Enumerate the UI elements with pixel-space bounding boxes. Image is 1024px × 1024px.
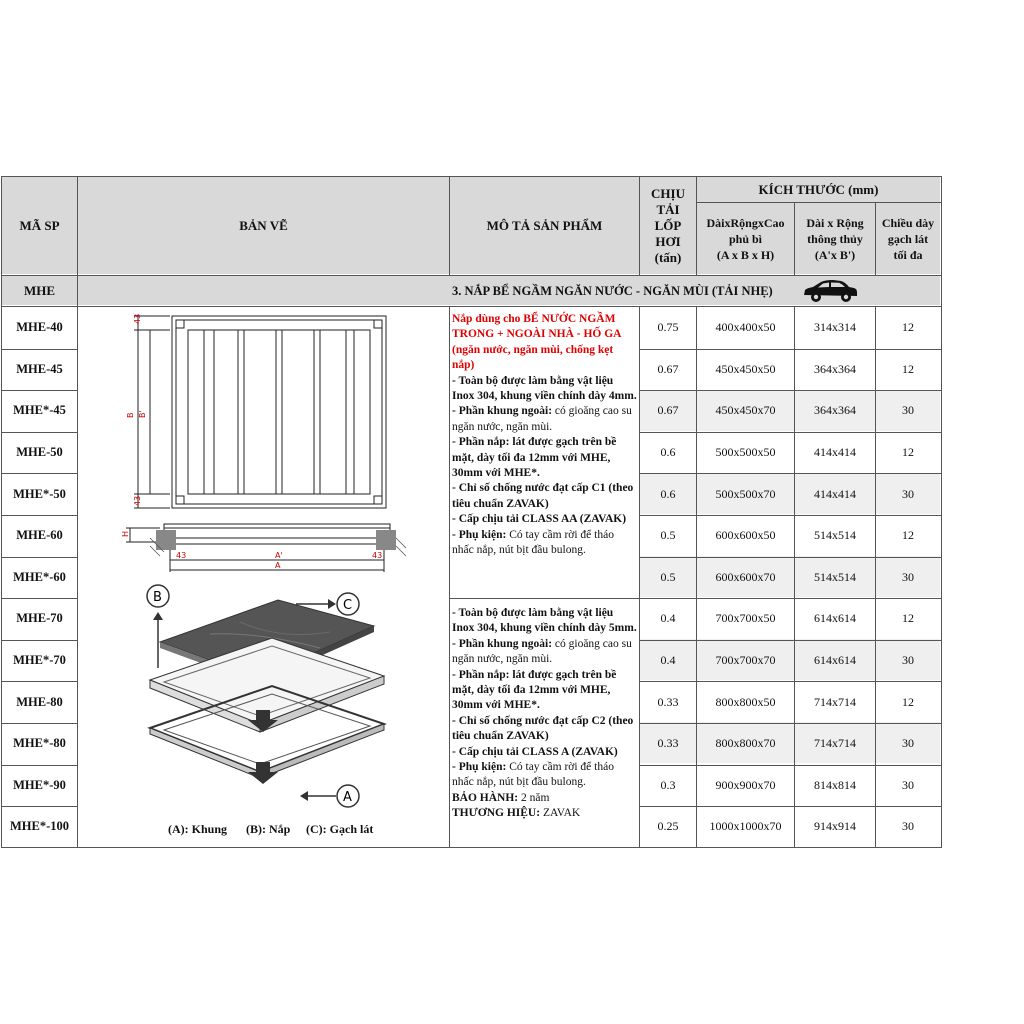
description-2-frame-label: - Phần khung ngoài: [452,637,553,650]
exploded-view-drawing [120,582,420,814]
section-code-text: MHE [23,282,56,298]
description-1-intro: Nắp dùng cho BỂ NƯỚC NGẦM TRONG + NGOÀI NHÀ - HỐ GA (ngăn nước, ngăn mùi, chống kẹt nắp) [452,313,621,372]
row-tile-thickness: 30 [902,486,914,501]
header-chiu-tai-l4: HƠI [655,233,681,249]
row-code: MHE-40 [16,320,63,335]
description-2-warranty-label: BẢO HÀNH: [452,791,519,804]
row-outer-size: 450x450x70 [715,403,776,418]
dim-43-top: 43 [133,313,142,324]
row-inner-size: 364x364 [814,403,856,418]
header-tile-l1: Chiều dày [881,215,935,230]
row-tile-thickness: 30 [902,736,914,751]
header-outer-l2: phủ bì [728,231,763,246]
dim-43-left: 43 [176,551,187,560]
row-inner-size: 414x414 [814,445,856,460]
header-ma-sp [2,177,77,274]
row-code: MHE-45 [16,361,63,376]
dim-h: H [121,530,130,537]
header-outer-size [697,203,794,274]
row-outer-size: 900x900x70 [715,777,776,792]
header-kich-thuoc-text: KÍCH THƯỚC (mm) [758,181,879,197]
header-ban-ve-text: BẢN VẼ [239,217,288,233]
row-load: 0.3 [660,777,676,792]
dim-43-bottom: 43 [133,495,142,506]
header-ma-sp-text: MÃ SP [19,217,60,233]
row-load: 0.5 [660,569,676,584]
row-code: MHE*-100 [9,819,70,834]
description-2-accessory-label: - Phụ kiện: [452,761,507,774]
description-2-waterproof: - Chỉ số chống nước đạt cấp C2 (theo tiêu chuẩn ZAVAK) [452,714,634,743]
row-code: MHE-80 [16,694,63,709]
row-code: MHE*-45 [13,403,66,418]
row-code: MHE*-80 [13,736,66,751]
description-1-frame-label: - Phần khung ngoài: [452,405,553,418]
dim-a-prime: A' [275,551,283,560]
row-tile-thickness: 12 [902,611,914,626]
row-tile-thickness: 12 [902,528,914,543]
dim-b: B [126,412,135,418]
header-mo-ta-text: MÔ TẢ SẢN PHẨM [486,217,603,233]
description-1-accessory: Có tay cầm rời để tháo nhấc nắp, nút bịt đầu bulong. [452,528,614,557]
row-outer-size: 700x700x50 [715,611,776,626]
row-code: MHE-70 [16,611,63,626]
section-title-text: 3. NẮP BỂ NGẦM NGĂN NƯỚC - NGĂN MÙI (TẢI NHẸ) [452,283,773,298]
description-2-brand-label: THƯƠNG HIỆU: [452,807,541,820]
row-code: MHE*-50 [13,486,66,501]
row-outer-size: 1000x1000x70 [709,819,782,834]
row-tile-thickness: 30 [902,653,914,668]
row-load: 0.5 [660,528,676,543]
description-1-lid-label: - Phần nắp: [452,436,510,449]
description-2-lid: lát được gạch trên bề mặt, dày tối đa 12mm với MHE, 30mm với MHE*. [452,668,617,712]
row-code: MHE-60 [16,528,63,543]
dim-43-right: 43 [372,551,383,560]
description-1-accessory-label: - Phụ kiện: [452,528,507,541]
description-2-brand: ZAVAK [540,807,581,820]
header-tile-l3: tối đa [893,247,923,262]
row-tile-thickness: 30 [902,819,914,834]
header-chiu-tai [640,177,696,274]
description-1-lid: lát được gạch trên bề mặt, dày tối đa 12mm với MHE, 30mm với MHE*. [452,436,617,480]
row-inner-size: 614x614 [814,611,856,626]
caption-lid: (B): Nắp [246,822,291,836]
row-outer-size: 400x400x50 [715,320,776,335]
row-outer-size: 800x800x50 [715,694,776,709]
header-tile [876,203,940,274]
row-inner-size: 614x614 [814,653,856,668]
row-outer-size: 700x700x70 [715,653,776,668]
row-load: 0.4 [660,611,676,626]
row-inner-size: 314x314 [814,320,856,335]
description-2-load-class: - Cấp chịu tải CLASS A (ZAVAK) [452,745,618,758]
row-inner-size: 514x514 [814,528,856,543]
row-load: 0.4 [660,653,676,668]
row-code: MHE*-90 [13,777,66,792]
row-load: 0.25 [657,819,679,834]
row-outer-size: 500x500x50 [715,445,776,460]
description-2-warranty: 2 năm [518,791,550,804]
header-outer-l1: DàixRộngxCao [706,215,785,230]
dim-b-prime: B' [138,410,147,418]
description-1-waterproof: - Chỉ số chống nước đạt cấp C1 (theo tiêu chuẩn ZAVAK) [452,482,634,510]
dim-a: A [275,561,281,570]
header-inner-l1: Dài x Rộng [806,215,864,230]
row-outer-size: 450x450x50 [715,361,776,376]
row-inner-size: 514x514 [814,569,856,584]
row-inner-size: 414x414 [814,486,856,501]
header-chiu-tai-l5: (tấn) [654,249,682,265]
description-2-accessory: Có tay cầm rời để tháo nhấc nắp, nút bịt đầu bulong. [452,761,614,789]
plan-section-drawing [120,308,410,580]
row-load: 0.6 [660,445,676,460]
description-2-material: - Toàn bộ được làm bằng vật liệu Inox 304, khung viền chính dày 5mm. [452,607,637,635]
row-tile-thickness: 12 [902,445,914,460]
row-outer-size: 500x500x70 [715,486,776,501]
header-inner-l2: thông thủy [807,231,863,246]
row-tile-thickness: 30 [902,569,914,584]
header-outer-l3: (A x B x H) [716,247,775,262]
description-divider [450,598,640,599]
row-tile-thickness: 30 [902,403,914,418]
row-inner-size: 714x714 [814,694,856,709]
caption-tile: (C): Gạch lát [306,822,374,836]
label-b: B [153,590,162,605]
description-1-frame: có gioăng cao su ngăn nước, ngăn mùi. [452,405,632,433]
label-a: A [343,790,352,805]
description-2-frame: có gioăng cao su ngăn nước, ngăn mùi. [452,637,632,666]
row-tile-thickness: 12 [902,694,914,709]
row-code: MHE-50 [16,445,63,460]
section-title [78,276,940,305]
description-2-lid-label: - Phần nắp: [452,668,510,681]
row-load: 0.67 [657,361,679,376]
header-inner-l3: (A'x B') [814,247,856,262]
row-inner-size: 714x714 [814,736,856,751]
row-load: 0.6 [660,486,676,501]
row-load: 0.33 [657,736,679,751]
header-tile-l2: gạch lát [887,231,929,246]
row-load: 0.67 [657,403,679,418]
header-ban-ve [78,177,449,274]
row-load: 0.75 [657,320,679,335]
row-tile-thickness: 12 [902,320,914,335]
section-code [2,276,77,305]
row-code: MHE*-60 [13,569,66,584]
row-code: MHE*-70 [13,653,66,668]
caption-frame: (A): Khung [168,822,228,836]
row-tile-thickness: 12 [902,361,914,376]
row-inner-size: 914x914 [814,819,856,834]
row-inner-size: 814x814 [814,777,856,792]
description-2 [452,606,638,822]
header-chiu-tai-l2: TẢI [656,201,680,217]
description-1 [452,312,638,559]
car-icon [801,278,859,304]
header-mo-ta [450,177,639,274]
row-inner-size: 364x364 [814,361,856,376]
header-kich-thuoc [697,177,940,202]
header-chiu-tai-l1: CHỊU [651,185,685,201]
description-1-material: - Toàn bộ được làm bằng vật liệu Inox 304, khung viền chính dày 4mm. [452,374,637,403]
label-c: C [343,598,353,613]
header-chiu-tai-l3: LỐP [654,217,682,233]
header-inner-size [795,203,875,274]
row-outer-size: 600x600x70 [715,569,776,584]
row-outer-size: 800x800x70 [715,736,776,751]
row-tile-thickness: 30 [902,777,914,792]
row-load: 0.33 [657,694,679,709]
row-outer-size: 600x600x50 [715,528,776,543]
description-1-load-class: - Cấp chịu tải CLASS AA (ZAVAK) [452,513,627,526]
